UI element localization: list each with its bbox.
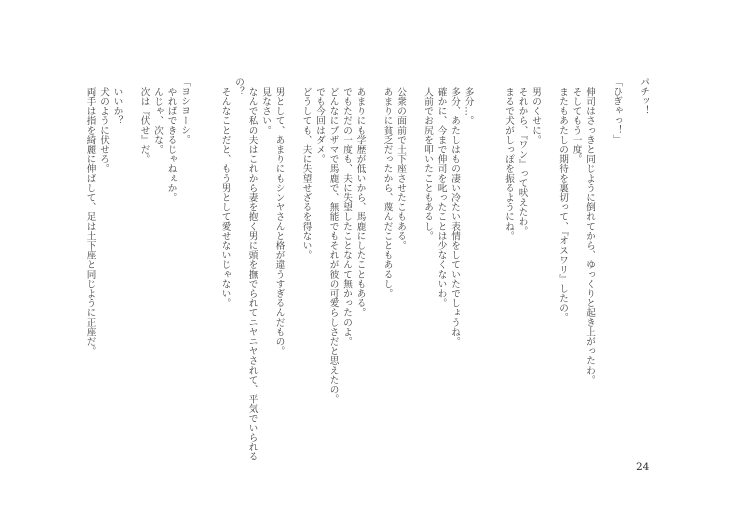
text-line: やればできるじゃねぇか。 — [165, 86, 177, 202]
text-line: どんなにブザマで馬鹿で、無能でもそれが彼の可愛らしさだと思えたの。 — [327, 86, 339, 404]
text-line: 「ひぎゃっ！」 — [611, 77, 622, 145]
text-line: またもあたしの期待を裏切って、『オスワリ』したの。 — [557, 86, 568, 322]
text-line: でもただの一度も、夫に失望したことなんて無かったのよ。 — [341, 86, 352, 346]
text-line: あまりに貧乏だったから、蔑んだこともあるし。 — [381, 86, 393, 298]
text-line: 男のくせに。 — [530, 86, 541, 145]
blank-line — [124, 77, 138, 469]
text-line: の？ — [233, 77, 244, 97]
blank-line — [407, 77, 421, 469]
blank-line — [475, 77, 489, 469]
page-number: 24 — [636, 461, 650, 473]
text-line: んじゃ、次な。 — [152, 86, 163, 154]
text-line: そんなことだと、もう男として愛せないじゃない。 — [219, 86, 231, 308]
text-line: 伸司はさっきと同じように倒れてから、ゆっくりと起き上がったわ。 — [584, 86, 595, 385]
blank-line — [191, 77, 205, 469]
blank-line — [367, 77, 381, 469]
text-line: いいか？ — [111, 86, 123, 125]
text-line: そしてもう一度。 — [570, 86, 582, 164]
text-line: なんで私の夫はこれから妻を抱く男に頭を撫でられてニヤニヤされて、平気でいられる — [246, 86, 258, 461]
text-line: 犬のように伏せろ。 — [98, 86, 109, 173]
text-line: 公衆の面前で土下座させたこもある。 — [395, 86, 406, 250]
text-line: 確かに、今まで伸司を叱ったことは少なくないわ。 — [435, 86, 447, 308]
text-line: パチッ！ — [638, 77, 649, 116]
text-line: あまりにも学歴が低いから、馬鹿にしたこともある。 — [354, 86, 366, 317]
blank-line — [205, 77, 219, 469]
text-line: 男として、あまりにもシンヤさんと格が違うすぎるんだもの。 — [273, 86, 285, 356]
text-line: どうしても、夫に失望せざるを得ない。 — [300, 86, 312, 260]
text-line: 多分、あたしはもの凄い冷たい表情をしていたでしょうね。 — [449, 86, 460, 346]
text-line: でも今回はダメ。 — [314, 86, 325, 164]
text-line: 見なさい。 — [260, 86, 271, 135]
blank-line — [542, 77, 556, 469]
blank-line — [286, 77, 300, 469]
text-line: 次は『伏せ』だ。 — [138, 86, 150, 164]
text-line: 「ヨシヨーシ。 — [179, 77, 190, 145]
text-line: まるで犬がしっぽを振るようにね。 — [503, 86, 514, 241]
text-line: 人前でお尻を叩いたこともあるし。 — [422, 86, 433, 241]
text-line: 両手は指を綺麗に伸ばして、足は土下座と同じように正座だ。 — [84, 86, 96, 356]
blank-line — [488, 77, 502, 469]
blank-line — [596, 77, 610, 469]
text-block — [83, 77, 650, 469]
blank-line — [623, 77, 637, 469]
text-line: 多分…。 — [462, 86, 474, 125]
text-line: それから、『ワン』って吠えたわ。 — [516, 86, 528, 236]
